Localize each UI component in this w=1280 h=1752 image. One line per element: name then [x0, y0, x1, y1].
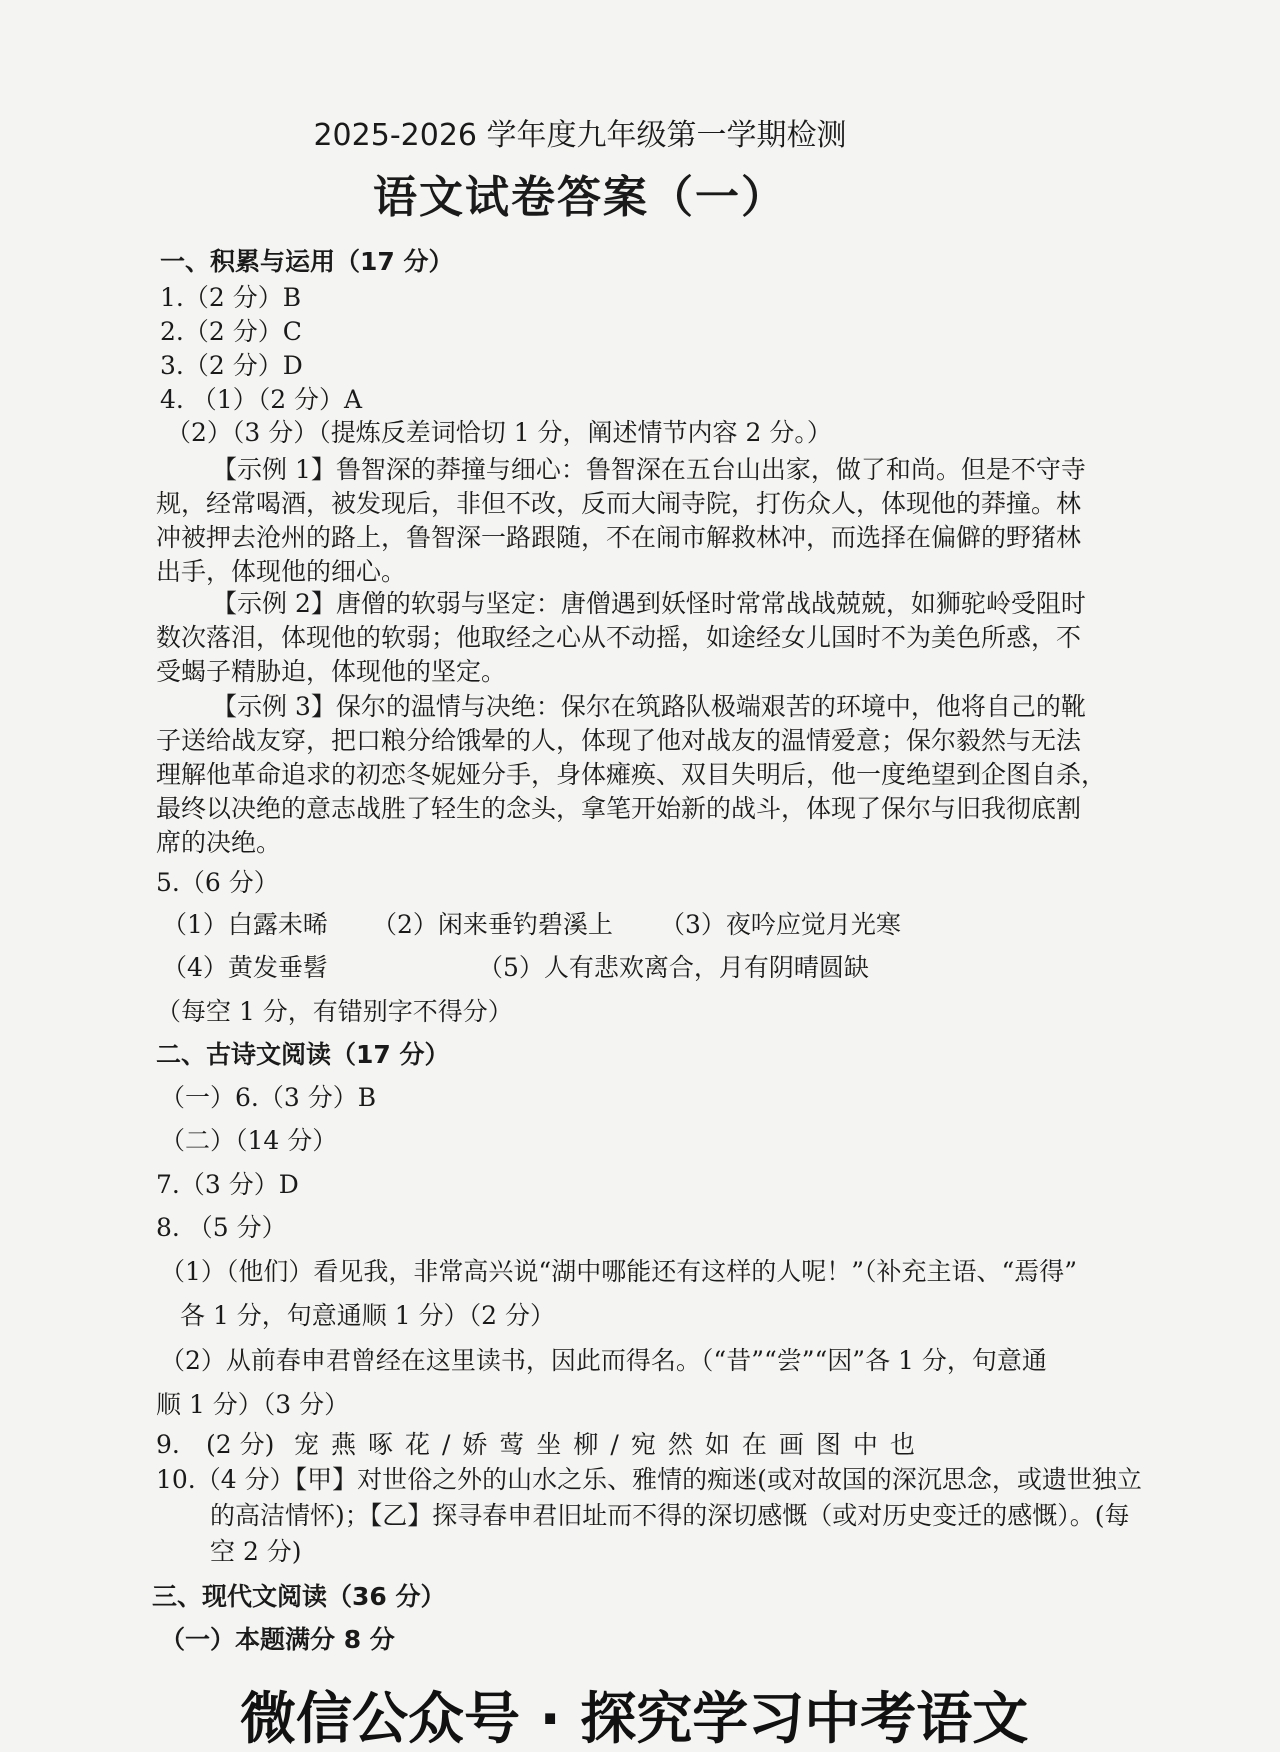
- answer-q1: 1.（2 分）B: [160, 283, 302, 312]
- part-two-label: （二）（14 分）: [160, 1126, 338, 1155]
- watermark-banner: 微信公众号 · 探究学习中考语文: [240, 1687, 1029, 1752]
- answer-q5-3: （3）夜吟应觉月光寒: [660, 910, 901, 939]
- answer-q7: 7.（3 分）D: [156, 1170, 299, 1199]
- answer-q6: （一）6.（3 分）B: [160, 1083, 377, 1112]
- answer-q5-2: （2）闲来垂钓碧溪上: [372, 910, 613, 939]
- subsection-heading: （一）本题满分 8 分: [160, 1625, 395, 1654]
- example-1-line: 规，经常喝酒，被发现后，非但不改，反而大闹寺院，打伤众人，体现他的莽撞。林: [156, 489, 1082, 518]
- example-1-line: 出手，体现他的细心。: [156, 557, 407, 586]
- example-2-line: 【示例 2】唐僧的软弱与坚定：唐僧遇到妖怪时常常战战兢兢，如狮驼岭受阻时: [212, 589, 1086, 618]
- answer-q10-cont: 空 2 分): [210, 1537, 302, 1566]
- answer-q8-2-cont: 顺 1 分）（3 分）: [156, 1390, 350, 1419]
- answer-q8-1-cont: 各 1 分，句意通顺 1 分）（2 分）: [180, 1301, 555, 1330]
- answer-q9-score: (2 分): [206, 1430, 275, 1459]
- answer-q2: 2.（2 分）C: [160, 317, 302, 346]
- answer-q5-5: （5）人有悲欢离合，月有阴晴圆缺: [478, 953, 869, 982]
- answer-q3: 3.（2 分）D: [160, 351, 303, 380]
- example-3-line: 【示例 3】保尔的温情与决绝：保尔在筑路队极端艰苦的环境中，他将自己的靴: [212, 692, 1086, 721]
- answer-q9-number: 9.: [156, 1430, 180, 1459]
- answer-q5: 5.（6 分）: [156, 868, 279, 897]
- example-1-line: 【示例 1】鲁智深的莽撞与细心：鲁智深在五台山出家，做了和尚。但是不守寺: [212, 455, 1086, 484]
- answer-q10: 10.（4 分）【甲】对世俗之外的山水之乐、雅情的痴迷(或对故国的深沉思念，或遗世独立: [156, 1465, 1142, 1494]
- example-2-line: 受蝎子精胁迫，体现他的坚定。: [156, 657, 507, 686]
- example-3-line: 席的决绝。: [156, 828, 282, 857]
- answer-q8-2: （2）从前春申君曾经在这里读书，因此而得名。（“昔”“尝”“因”各 1 分，句意通: [160, 1346, 1047, 1375]
- example-3-line: 理解他革命追求的初恋冬妮娅分手，身体瘫痪、双目失明后，他一度绝望到企图自杀，: [156, 760, 1107, 789]
- example-2-line: 数次落泪，体现他的软弱；他取经之心从不动摇，如途经女儿国时不为美色所惑，不: [156, 623, 1082, 652]
- example-3-line: 最终以决绝的意志战胜了轻生的念头，拿笔开始新的战斗，体现了保尔与旧我彻底割: [156, 794, 1082, 823]
- answer-q8: 8. （5 分）: [156, 1213, 287, 1242]
- answer-q4: 4. （1）（2 分）A: [160, 385, 363, 414]
- answer-q5-4: （4）黄发垂髫: [162, 953, 328, 982]
- answer-q4-part2: （2）（3 分）（提炼反差词恰切 1 分，阐述情节内容 2 分。）: [166, 418, 832, 447]
- answer-q5-note: （每空 1 分，有错别字不得分）: [156, 997, 513, 1026]
- page-title: 语文试卷答案（一）: [373, 172, 787, 223]
- section-heading-3: 三、现代文阅读（36 分）: [152, 1582, 446, 1611]
- answer-q8-1: （1）（他们）看见我，非常高兴说“湖中哪能还有这样的人呢！”（补充主语、“焉得”: [160, 1257, 1078, 1286]
- section-heading-1: 一、积累与运用（17 分）: [160, 247, 454, 276]
- exam-header: 2025-2026 学年度九年级第一学期检测: [313, 118, 847, 153]
- answer-q9: 宠燕啄花/娇莺坐柳/宛然如在画图中也: [294, 1430, 927, 1459]
- example-1-line: 冲被押去沧州的路上，鲁智深一路跟随，不在闹市解救林冲，而选择在偏僻的野猪林: [156, 523, 1082, 552]
- section-heading-2: 二、古诗文阅读（17 分）: [156, 1040, 450, 1069]
- answer-q10-cont: 的高洁情怀)；【乙】探寻春申君旧址而不得的深切感慨（或对历史变迁的感慨）。(每: [210, 1501, 1130, 1530]
- example-3-line: 子送给战友穿，把口粮分给饿晕的人，体现了他对战友的温情爱意；保尔毅然与无法: [156, 726, 1082, 755]
- answer-q5-1: （1）白露未晞: [162, 910, 328, 939]
